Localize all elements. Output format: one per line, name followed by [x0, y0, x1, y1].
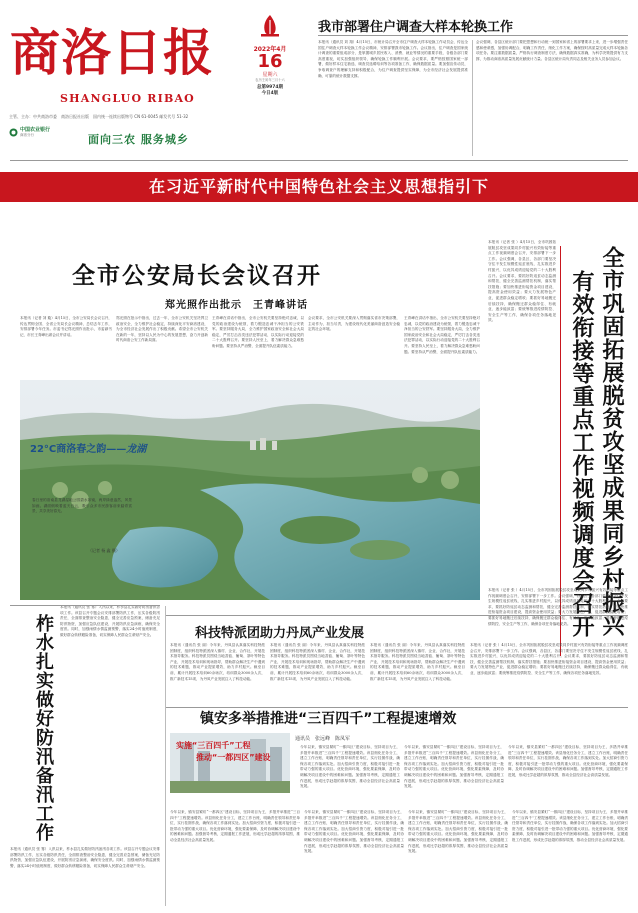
lake-photo — [20, 380, 480, 600]
date-year-month: 2022年4月 — [253, 46, 287, 53]
lead-body-col5: 王青峰在讲话中指出，全市公安机关要坚持绝对忠诚，以党的政治建设为统领，着力锻造忠诚干净担当的公安铁军。要坚持服务大局，全力维护国家政治安全和社会大局稳定，严厉打击各类违法犯罪活动，以实际行动迎接党的二十大胜利召开。要坚持人民至上，着力解决群众急难愁盼问题。要坚持从严治警，全面提升队伍素质能力。 — [404, 316, 480, 354]
top-article-title: 我市部署住户调查大样本轮换工作 — [318, 20, 514, 35]
photo-title-highlight: 龙湖 — [126, 444, 147, 455]
bank-branch: 商洛分行 — [20, 133, 34, 137]
newspaper-logo: 商洛日报 — [10, 24, 214, 82]
right-article-title-1: 全市巩固拓展脱贫攻坚成果同乡村振兴 — [599, 246, 624, 637]
photo-title — [30, 440, 146, 455]
left-article-title: 柞水扎实做好防汛备汛工作 — [33, 614, 54, 842]
bank-logo-icon — [9, 128, 18, 137]
lead-article-title: 全市公安局长会议召开 — [72, 263, 322, 289]
left-article-body: 本报讯（通讯员 张 骞）入汛以来，柞水县扎实做好防汛备汛各项工作。该县召开专题会议安排部署防汛工作，压实各级防汛责任，全面排查整治安全隐患，健全完善应急预案，储备充足防汛物资，加强应急队伍建设，开展防汛应急演练，确保安全度汛。同时，加强雨情水情监测预警，落实24小时值班制度，做好群众转移避险准备，切实保障人民群众生命财产安全。 — [60, 605, 160, 637]
bank-slogan: 面向三农 服务城乡 — [88, 133, 189, 146]
lead-body-col4: 会议要求，全市公安机关要深入贯彻落实省市决策部署，主动作为，担当尽责，为建设现代化美丽商洛创造安全稳定的社会环境。 — [308, 316, 400, 332]
bottom-body-col5: 今年以来，镇安县紧盯“一都四区”建设目标，坚持项目为王，多措并举推进“三百四千”工程提速增效。该县细化任务分工，建立工作台账，明确责任领导和责任单位，实行挂图作战，确保各项工作落到实处。加大招商引资力度，积极对接引进一批带动力强的重大项目。优化营商环境，强化要素保障，及时协调解决项目建设中的困难和问题。加强督导考核，定期通报工作进展，形成比学赶超的浓厚氛围，推动全县经济社会高质量发展。 — [304, 810, 404, 854]
date-day: 16 — [257, 51, 283, 72]
emblem-icon — [259, 14, 281, 38]
bottom-article-title: 镇安多举措推进“三百四千”工程提速增效 — [200, 711, 457, 727]
bottom-body-col1: 今年以来，镇安县紧盯“一都四区”建设目标，坚持项目为王，多措并举推进“三百四千”工程提速增效。该县细化任务分工，建立工作台账，明确责任领导和责任单位，实行挂图作战，确保各项工作落到实处。加大招商引资力度，积极对接引进一批带动力强的重大项目。优化营商环境，强化要素保障，及时协调解决项目建设中的困难和问题。加强督导考核，定期通报工作进展，形成比学赶超的浓厚氛围，推动全县经济社会高质量发展。 — [300, 745, 400, 789]
page-count: 今日4版 — [261, 91, 279, 96]
publisher-info: 主管、主办：中共商洛市委 商洛日报社出版 国内统一连续出版物号 CN 61-0045 邮发代号 51-32 — [9, 114, 189, 119]
left-article-body-cont: 本报讯（通讯员 张 骞）入汛以来，柞水县扎实做好防汛备汛各项工作。该县召开专题会议安排部署防汛工作，压实各级防汛责任，全面排查整治安全隐患，健全完善应急预案，储备充足防汛物资，加强应急队伍建设，开展防汛应急演练，确保安全度汛。同时，加强雨情水情监测预警，落实24小时值班制度，做好群众转移避险准备，切实保障人民群众生命财产安全。 — [10, 847, 160, 868]
right-article-body-cont: 本报讯（记者 张 ）4月15日，全市巩固拓展脱贫攻坚成果同乡村振兴有效衔接等重点工作视频调度会召开，安排部署下一步工作。会议强调，各县区、各部门要坚决守住不发生规模性返贫底线，扎实推进乡村振兴，以优异成绩迎接党的二十大胜利召开。会议要求，要抓好防返贫动态监测和帮扶，健全完善监测帮扶机制，落实帮扶措施；要加快推进衔接资金项目建设，提高资金使用效益；要大力发展特色产业，促进群众稳定增收；要抓好易地搬迁后续扶持，确保搬迁群众稳得住、有就业、逐步能致富；要统筹推进疫情防控、安全生产等工作，确保各项任务落地见效。 — [488, 588, 628, 626]
tech-body-col1: 本报讯（通讯员 张 丽）今年来，丹凤县认真落实科技特派团制度，组织科技特派团深入镇村、企业、合作社，开展技术指导服务。科技特派员围绕当地香菇、葡萄、茶叶等特色产业，开展技术培训和现场指导，帮助群众解决生产中遇到的技术难题，推动产业提质增效，助力乡村振兴。截至目前，累计开展技术培训60余场次，培训群众3000余人次，推广新技术15项，为丹凤产业发展注入了科技动能。 — [170, 643, 265, 681]
tech-body-col4: 本报讯（记者 张 ）4月15日，全市巩固拓展脱贫攻坚成果同乡村振兴有效衔接等重点工作视频调度会召开，安排部署下一步工作。会议强调，各县区、各部门要坚决守住不发生规模性返贫底线，扎实推进乡村振兴，以优异成绩迎接党的二十大胜利召开。会议要求，要抓好防返贫动态监测和帮扶，健全完善监测帮扶机制，落实帮扶措施；要加快推进衔接资金项目建设，提高资金使用效益；要大力发展特色产业，促进群众稳定增收；要抓好易地搬迁后续扶持，确保搬迁群众稳得住、有就业、逐步能致富；要统筹推进疫情防控、安全生产等工作，确保各项任务落地见效。 — [470, 643, 628, 675]
tech-body-col2: 本报讯（通讯员 张 丽）今年来，丹凤县认真落实科技特派团制度，组织科技特派团深入镇村、企业、合作社，开展技术指导服务。科技特派员围绕当地香菇、葡萄、茶叶等特色产业，开展技术培训和现场指导，帮助群众解决生产中遇到的技术难题，推动产业提质增效，助力乡村振兴。截至目前，累计开展技术培训60余场次，培训群众3000余人次，推广新技术15项，为丹凤产业发展注入了科技动能。 — [270, 643, 365, 681]
bottom-body-col2: 今年以来，镇安县紧盯“一都四区”建设目标，坚持项目为王，多措并举推进“三百四千”工程提速增效。该县细化任务分工，建立工作台账，明确责任领导和责任单位，实行挂图作战，确保各项工作落到实处。加大招商引资力度，积极对接引进一批带动力强的重大项目。优化营商环境，强化要素保障，及时协调解决项目建设中的困难和问题。加强督导考核，定期通报工作进展，形成比学赶超的浓厚氛围，推动全县经济社会高质量发展。 — [404, 745, 504, 789]
lead-body-col1: 本报讯（记者 刘 璇）4月15日，全市公安局长会议召开，传达贯彻全国、全省公安局长会议精神，总结去年工作，安排部署今年任务。市委书记郑光照作出批示，市委副书记、市长王青峰出席会议并讲话。 — [20, 316, 112, 337]
banner-text: 在习近平新时代中国特色社会主义思想指引下 — [148, 177, 489, 196]
top-article-body-left: 本报讯（通讯员 刘 翔）4月15日，市统计局召开全市住户调查大样本轮换工作动员会，传达全国住户调查大样本轮换工作会议精神，安排部署我市轮换工作。会议指出，住户调查是国家统计调查的重要组成部分，是掌握城乡居民收入、消费、就业等情况的重要手段，各级各部门要高度重视，切实加强组织领导，确保轮换工作顺利开展。会议要求，要严格按照国家统一部署，做好样本住宅抽选、调查员选聘培训等各项准备工作，确保数据质量。要加强宣传动员，争取调查户的理解支持和积极配合，为住户调查提供坚实保障，为全市经济社会发展提供准确、可靠的统计数据支撑。 — [318, 40, 468, 78]
photo-title-prefix: 22°C商洛春之韵—— — [30, 444, 127, 455]
lead-body-col2: 郑光照在批示中指出，过去一年，全市公安机关坚决捍卫政治安全，全力维护社会稳定，持续深化平安商洛建设，为全市经济社会发展作出了积极贡献。希望全市公安机关在新的一年，坚持以人民为中心的发展思想，奋力开创新时代商洛公安工作新局面。 — [116, 316, 208, 343]
bank-ad — [9, 126, 69, 148]
photo-credit: （记者 杨 鑫 摄） — [88, 548, 120, 553]
right-article-title-2: 有效衔接等重点工作视频调度会召开 — [569, 270, 594, 638]
bottom-article-byline: 通讯员 张远峰 陈凤军 — [295, 736, 351, 742]
bottom-body-col3: 今年以来，镇安县紧盯“一都四区”建设目标，坚持项目为王，多措并举推进“三百四千”工程提速增效。该县细化任务分工，建立工作台账，明确责任领导和责任单位，实行挂图作战，确保各项工作落到实处。加大招商引资力度，积极对接引进一批带动力强的重大项目。优化营商环境，强化要素保障，及时协调解决项目建设中的困难和问题。加强督导考核，定期通报工作进展，形成比学赶超的浓厚氛围，推动全县经济社会高质量发展。 — [508, 745, 628, 777]
newspaper-pinyin: SHANGLUO RIBAO — [60, 92, 195, 105]
lead-article-subtitle: 郑光照作出批示 王青峰讲话 — [165, 300, 308, 311]
tech-article-title: 科技特派团助力丹凤产业发展 — [195, 626, 365, 641]
issue-number: 总第9974期 — [256, 85, 284, 90]
bottom-body-col7: 今年以来，镇安县紧盯“一都四区”建设目标，坚持项目为王，多措并举推进“三百四千”工程提速增效。该县细化任务分工，建立工作台账，明确责任领导和责任单位，实行挂图作战，确保各项工作落到实处。加大招商引资力度，积极对接引进一批带动力强的重大项目。优化营商环境，强化要素保障，及时协调解决项目建设中的困难和问题。加强督导考核，定期通报工作进展，形成比学赶超的浓厚氛围，推动全县经济社会高质量发展。 — [512, 810, 628, 842]
photo-caption: 春日里的洛南县龙湖湿地公园碧水如镜，两岸绿意盎然，风景如画。湖面倒映着蓝天白云，吸引众多市民游客前来踏青赏景，共享美好春光。 — [32, 498, 132, 514]
lead-body-col3: 王青峰在讲话中指出，全市公安机关要坚持绝对忠诚，以党的政治建设为统领，着力锻造忠诚干净担当的公安铁军。要坚持服务大局，全力维护国家政治安全和社会大局稳定，严厉打击各类违法犯罪活动，以实际行动迎接党的二十大胜利召开。要坚持人民至上，着力解决群众急难愁盼问题。要坚持从严治警，全面提升队伍素质能力。 — [212, 316, 304, 348]
image-caption-2: 推动“一都四区”建设 — [196, 753, 271, 762]
bottom-body-col4: 今年以来，镇安县紧盯“一都四区”建设目标，坚持项目为王，多措并举推进“三百四千”工程提速增效。该县细化任务分工，建立工作台账，明确责任领导和责任单位，实行挂图作战，确保各项工作落到实处。加大招商引资力度，积极对接引进一批带动力强的重大项目。优化营商环境，强化要素保障，及时协调解决项目建设中的困难和问题。加强督导考核，定期通报工作进展，形成比学赶超的浓厚氛围，推动全县经济社会高质量发展。 — [170, 810, 300, 842]
date-weekday: 星期六 — [262, 72, 278, 78]
right-article-body: 本报讯（记者 张 ）4月15日，全市巩固拓展脱贫攻坚成果同乡村振兴有效衔接等重点工作视频调度会召开，安排部署下一步工作。会议强调，各县区、各部门要坚决守住不发生规模性返贫底线，扎实推进乡村振兴，以优异成绩迎接党的二十大胜利召开。会议要求，要抓好防返贫动态监测和帮扶，健全完善监测帮扶机制，落实帮扶措施；要加快推进衔接资金项目建设，提高资金使用效益；要大力发展特色产业，促进群众稳定增收；要抓好易地搬迁后续扶持，确保搬迁群众稳得住、有就业、逐步能致富；要统筹推进疫情防控、安全生产等工作，确保各项任务落地见效。 — [488, 240, 556, 323]
bank-name: 中国农业银行 — [20, 127, 51, 133]
tech-body-col3: 本报讯（通讯员 张 丽）今年来，丹凤县认真落实科技特派团制度，组织科技特派团深入镇村、企业、合作社，开展技术指导服务。科技特派员围绕当地香菇、葡萄、茶叶等特色产业，开展技术培训和现场指导，帮助群众解决生产中遇到的技术难题，推动产业提质增效，助力乡村振兴。截至目前，累计开展技术培训60余场次，培训群众3000余人次，推广新技术15项，为丹凤产业发展注入了科技动能。 — [370, 643, 465, 681]
top-article-body-right: 会议强调，各县区统计部门要把思想和行动统一到国家和省上的部署要求上来，进一步增强责任感和使命感，加强协调配合，明确工作责任，细化工作方案，确保按时高质量完成大样本轮换各项任务。要注重数据质量，严格执行调查制度方法，确保数据真实准确，为科学决策提供有力支撑，为推动商洛高质量发展贡献统计力量。各县区统计局负责同志及相关业务人员参加会议。 — [476, 40, 628, 61]
image-caption-1: 实施“三百四千”工程 — [176, 741, 251, 750]
date-lunar: 农历壬寅年三月十六 — [255, 78, 285, 82]
bottom-body-col6: 今年以来，镇安县紧盯“一都四区”建设目标，坚持项目为王，多措并举推进“三百四千”工程提速增效。该县细化任务分工，建立工作台账，明确责任领导和责任单位，实行挂图作战，确保各项工作落到实处。加大招商引资力度，积极对接引进一批带动力强的重大项目。优化营商环境，强化要素保障，及时协调解决项目建设中的困难和问题。加强督导考核，定期通报工作进展，形成比学赶超的浓厚氛围，推动全县经济社会高质量发展。 — [408, 810, 508, 854]
date-box — [240, 14, 300, 154]
